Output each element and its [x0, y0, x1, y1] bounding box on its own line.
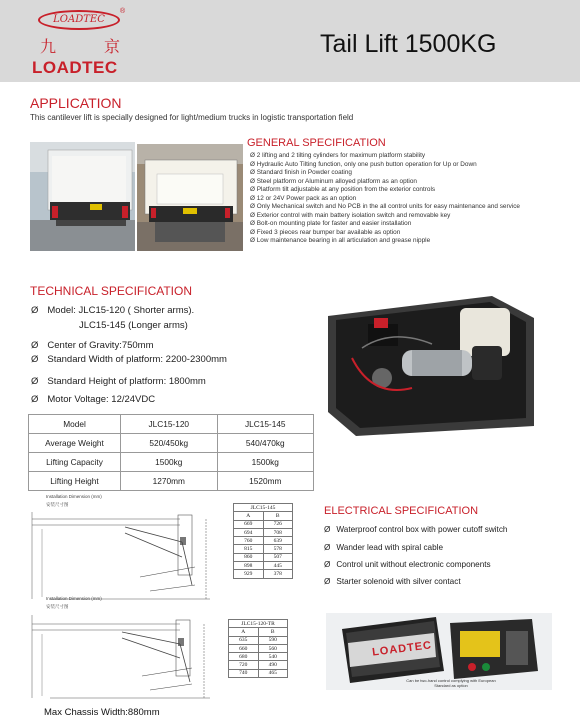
logo-char-1: 九	[40, 37, 57, 56]
diagram-2-label-en: Installation Dimension (mm)	[46, 596, 102, 601]
table-cell: 860	[234, 553, 264, 561]
table-row	[229, 636, 288, 644]
table-row	[229, 653, 288, 661]
table-cell: Average Weight	[29, 434, 121, 453]
bullet-symbol: Ø	[31, 394, 39, 405]
table-row	[229, 669, 288, 677]
table-cell: 1500kg	[217, 453, 314, 472]
table-cell: 740	[229, 669, 259, 677]
elec-item-1	[324, 525, 507, 534]
dim-col-a: A	[234, 512, 264, 520]
diagram-1-label-en: Installation Dimension (mm)	[46, 494, 102, 499]
list-item: Ø Steel platform or Aluminum alloyed platform as an option	[250, 177, 417, 185]
table-cell: 507	[263, 553, 293, 561]
tech-item-width	[31, 354, 227, 365]
tech-height-text: Standard Height of platform: 1800mm	[47, 376, 206, 387]
tech-width-text: Standard Width of platform: 2200-2300mm	[47, 354, 227, 365]
dim-table-title: JLC15-120-TR	[229, 620, 288, 628]
elec-item-text: Control unit without electronic components	[336, 560, 491, 569]
control-box-brand: LOADTEC	[371, 639, 433, 659]
table-row	[234, 562, 293, 570]
control-box-photo	[326, 613, 552, 690]
application-text: This cantilever lift is specially designed for light/medium trucks in logistic transportation field	[30, 113, 354, 122]
table-header-cell: JLC15-145	[217, 415, 314, 434]
elec-item-2	[324, 543, 443, 552]
table-cell: 708	[263, 528, 293, 536]
dim-col-b: B	[263, 512, 293, 520]
list-item: Ø Low maintenance bearing in all articulation and grease nipple	[250, 237, 431, 245]
bullet-symbol: Ø	[324, 525, 331, 534]
list-item: Ø Exterior control with main battery isolation switch and removable key	[250, 211, 451, 219]
dim-table-title: JLC15-145	[234, 504, 293, 512]
elec-item-4	[324, 577, 461, 586]
bullet-symbol: Ø	[324, 560, 331, 569]
elec-item-text: Starter solenoid with silver contact	[336, 577, 461, 586]
table-row	[229, 661, 288, 669]
table-cell: 929	[234, 570, 264, 578]
bullet-symbol: Ø	[31, 376, 39, 387]
table-cell: Lifting Height	[29, 472, 121, 491]
table-cell: 639	[263, 537, 293, 545]
dim-col-b: B	[258, 628, 288, 636]
page-title: Tail Lift 1500KG	[320, 30, 497, 58]
elec-item-text: Wander lead with spiral cable	[336, 543, 444, 552]
table-row	[229, 644, 288, 652]
table-row	[234, 520, 293, 528]
diagram-2-label-cn: 安装尺寸图	[46, 604, 69, 609]
dim-col-a: A	[229, 628, 259, 636]
general-spec-heading: GENERAL SPECIFICATION	[247, 137, 386, 149]
table-row	[234, 570, 293, 578]
dim-table-jlc15-145	[233, 503, 293, 579]
table-cell: 578	[263, 545, 293, 553]
list-item: Ø Platform tilt adjustable at any position from the exterior controls	[250, 186, 436, 194]
table-row	[29, 453, 314, 472]
bullet-symbol: Ø	[31, 305, 39, 316]
power-pack-photo	[322, 288, 540, 440]
logo-script: LOADTEC	[38, 10, 120, 30]
table-cell: 378	[263, 570, 293, 578]
general-spec-list	[250, 152, 550, 246]
tech-voltage-text: Motor Voltage: 12/24VDC	[47, 394, 156, 405]
tech-item-height	[31, 376, 206, 387]
table-cell: 660	[229, 644, 259, 652]
table-cell: 815	[234, 545, 264, 553]
tech-item-center	[31, 340, 154, 351]
table-cell: 445	[263, 562, 293, 570]
table-cell: 465	[258, 669, 288, 677]
tech-item-voltage	[31, 394, 155, 405]
tech-model-text: Model: JLC15-120 ( Shorter arms).	[47, 305, 195, 316]
table-cell: 560	[258, 644, 288, 652]
table-cell: 520/450kg	[121, 434, 218, 453]
tech-center-text: Center of Gravity:750mm	[47, 340, 154, 351]
elec-item-text: Waterproof control box with power cutoff switch	[336, 525, 508, 534]
truck-photo-2	[137, 144, 243, 251]
logo-wordmark: LOADTEC	[32, 58, 118, 77]
dim-table-jlc15-120-tr	[228, 619, 288, 678]
table-cell: 720	[229, 661, 259, 669]
table-cell: 1500kg	[121, 453, 218, 472]
table-row	[234, 537, 293, 545]
bullet-symbol: Ø	[31, 354, 39, 365]
table-cell: 590	[258, 636, 288, 644]
table-row	[29, 472, 314, 491]
table-row	[29, 434, 314, 453]
table-cell: 635	[229, 636, 259, 644]
tech-model-sub: JLC15-145 (Longer arms)	[79, 320, 188, 331]
table-cell: 680	[229, 653, 259, 661]
table-cell: 540/470kg	[217, 434, 314, 453]
list-item: Ø Bolt-on mounting plate for faster and easier installation	[250, 220, 412, 228]
list-item: Ø Standard finish in Powder coating	[250, 169, 352, 177]
company-logo	[30, 8, 128, 76]
table-cell: 760	[234, 537, 264, 545]
table-cell: 669	[234, 520, 264, 528]
table-cell: 1520mm	[217, 472, 314, 491]
logo-chinese-characters	[40, 34, 120, 57]
list-item: Ø 12 or 24V Power pack as an option	[250, 194, 357, 202]
truck-photo-1	[30, 142, 135, 251]
header-bar	[0, 0, 580, 82]
application-heading: APPLICATION	[30, 95, 122, 111]
logo-registered-mark: ®	[120, 8, 126, 15]
list-item: Ø 2 lifting and 2 tilting cylinders for maximum platform stability	[250, 152, 426, 159]
bullet-symbol: Ø	[324, 577, 331, 586]
table-header-row	[29, 415, 314, 434]
table-row	[234, 545, 293, 553]
elec-item-3	[324, 560, 491, 569]
bullet-symbol: Ø	[31, 340, 39, 351]
spec-table	[28, 414, 314, 491]
table-cell: 1270mm	[121, 472, 218, 491]
table-row	[234, 553, 293, 561]
max-chassis-width: Max Chassis Width:880mm	[44, 707, 160, 718]
table-cell: 490	[258, 661, 288, 669]
table-cell: Lifting Capacity	[29, 453, 121, 472]
bullet-symbol: Ø	[324, 543, 331, 552]
control-box-caption: Can be two-hand control complying with European Standard as option	[406, 678, 496, 688]
installation-diagram-1	[30, 507, 220, 602]
installation-diagram-2	[30, 610, 220, 702]
table-cell: 898	[234, 562, 264, 570]
list-item: Ø Fixed 3 pieces rear bumper bar available as option	[250, 228, 401, 236]
electrical-spec-heading: ELECTRICAL SPECIFICATION	[324, 505, 479, 517]
logo-char-2: 京	[103, 37, 120, 56]
tech-item-model	[31, 305, 194, 316]
table-header-cell: Model	[29, 415, 121, 434]
table-cell: 540	[258, 653, 288, 661]
table-cell: 694	[234, 528, 264, 536]
diagram-1-label-cn: 安装尺寸图	[46, 502, 69, 507]
list-item: Ø Only Mechanical switch and No PCB in the all control units for easy maintenance and service	[250, 203, 520, 211]
list-item: Ø Hydraulic Auto Tilting function, only one push button operation for Up or Down	[250, 160, 477, 168]
table-row	[234, 528, 293, 536]
table-cell: 726	[263, 520, 293, 528]
technical-spec-heading: TECHNICAL SPECIFICATION	[30, 284, 193, 298]
table-header-cell: JLC15-120	[121, 415, 218, 434]
